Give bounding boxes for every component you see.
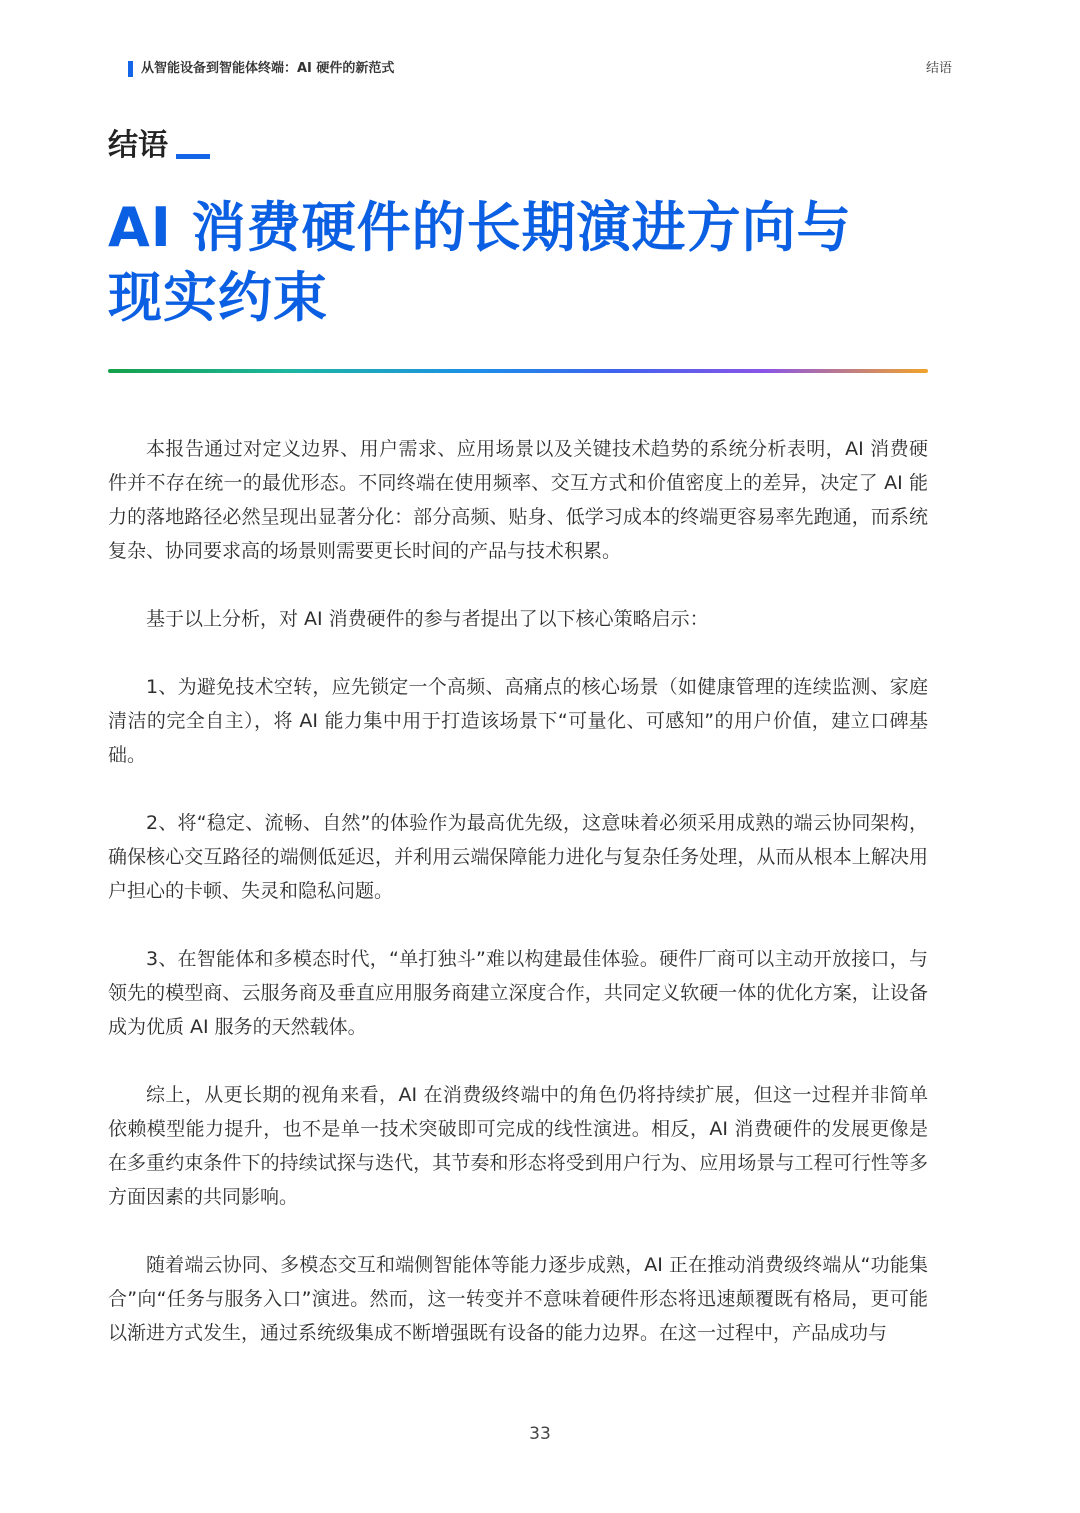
paragraph-strategy-3: 3、在智能体和多模态时代，“单打独斗”难以构建最佳体验。硬件厂商可以主动开放接口，与领先的模型商、云服务商及垂直应用服务商建立深度合作，共同定义软硬一体的优化方案，让设备成为优质 AI 服务的天然载体。 (108, 948, 928, 1038)
paragraph-strategy-1: 1、为避免技术空转，应先锁定一个高频、高痛点的核心场景（如健康管理的连续监测、家庭清洁的完全自主），将 AI 能力集中用于打造该场景下“可量化、可感知”的用户价值，建立口碑基础。 (108, 676, 928, 766)
section-label-text: 结语 (108, 128, 168, 163)
gradient-divider (108, 369, 928, 373)
paragraph-summary: 本报告通过对定义边界、用户需求、应用场景以及关键技术趋势的系统分析表明，AI 消费硬件并不存在统一的最优形态。不同终端在使用频率、交互方式和价值密度上的差异，决定了 AI 能力的落地路径必然呈现出显著分化：部分高频、贴身、低学习成本的终端更容易率先跑通，而系统复杂、协同要求高的场景则需要更长时间的产品与技术积累。 (108, 438, 928, 562)
header-accent-bar (128, 61, 133, 77)
header-section-name: 结语 (925, 61, 952, 76)
paragraph-strategy-2: 2、将“稳定、流畅、自然”的体验作为最高优先级，这意味着必须采用成熟的端云协同架构，确保核心交互路径的端侧低延迟，并利用云端保障能力进化与复杂任务处理，从而从根本上解决用户担心的卡顿、失灵和隐私问题。 (108, 812, 928, 902)
section-label-underline (176, 154, 210, 159)
body-text (108, 432, 928, 1384)
paragraph-outlook: 随着端云协同、多模态交互和端侧智能体等能力逐步成熟，AI 正在推动消费级终端从“功能集合”向“任务与服务入口”演进。然而，这一转变并不意味着硬件形态将迅速颠覆既有格局，更可能以渐进方式发生，通过系统级集成不断增强既有设备的能力边界。在这一过程中，产品成功与 (108, 1254, 928, 1344)
page-title-line-2: 现实约束 (108, 266, 328, 329)
page-title (108, 193, 948, 333)
paragraph-strategy-intro: 基于以上分析，对 AI 消费硬件的参与者提出了以下核心策略启示： (146, 608, 709, 630)
header-report-title: 从智能设备到智能体终端：AI 硬件的新范式 (141, 61, 395, 76)
page-number: 33 (529, 1424, 551, 1444)
page-title-line-1: AI 消费硬件的长期演进方向与 (108, 196, 852, 259)
paragraph-conclusion: 综上，从更长期的视角来看，AI 在消费级终端中的角色仍将持续扩展，但这一过程并非简单依赖模型能力提升，也不是单一技术突破即可完成的线性演进。相反，AI 消费硬件的发展更像是在多重约束条件下的持续试探与迭代，其节奏和形态将受到用户行为、应用场景与工程可行性等多方面因素的共同影响。 (108, 1084, 928, 1208)
running-header (128, 58, 952, 82)
